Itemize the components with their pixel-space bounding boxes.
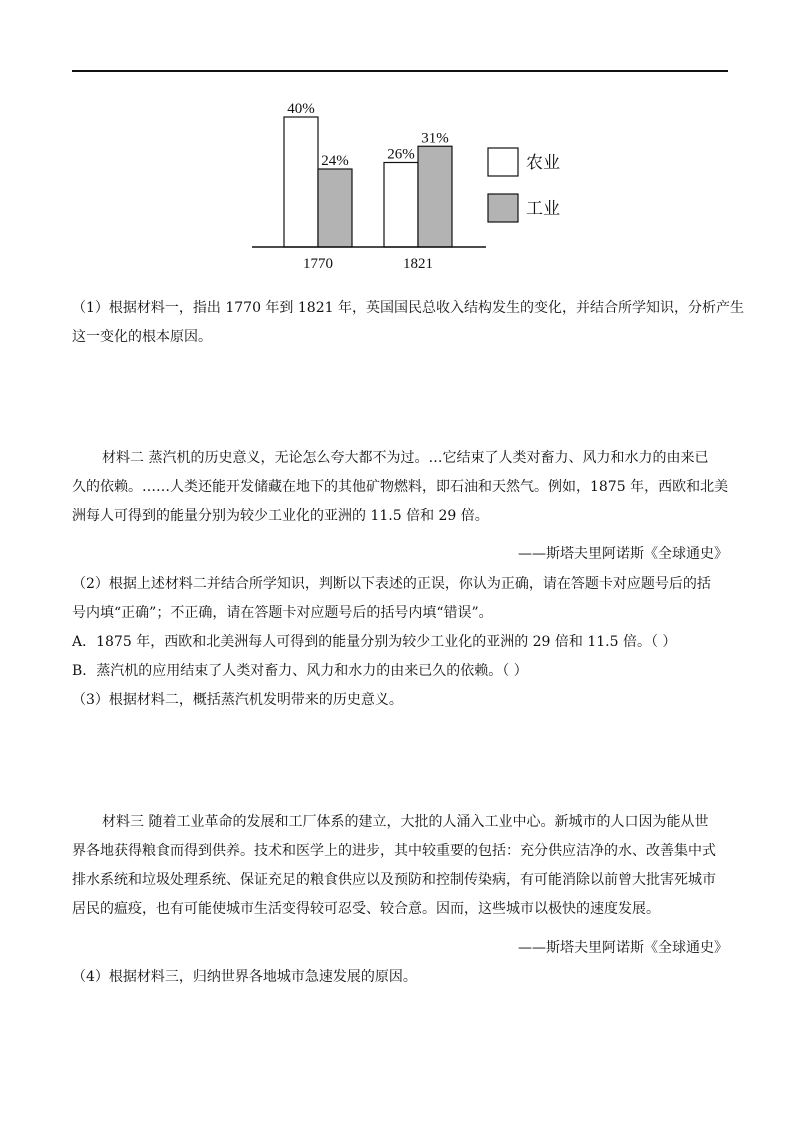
question-1 — [72, 294, 744, 352]
top-rule — [72, 70, 728, 72]
material2-line-3: 洲每人可得到的能量分别为较少工业化的亚洲的 11.5 倍和 29 倍。 — [72, 508, 489, 524]
q1-line-2: 这一变化的根本原因。 — [72, 329, 212, 345]
material3-line-3: 排水系统和垃圾处理系统、保证充足的粮食供应以及预防和控制传染病，有可能消除以前曾大批害死城市 — [72, 872, 716, 888]
q1-line-1: （1）根据材料一，指出 1770 年到 1821 年，英国国民总收入结构发生的变化，并结合所学知识，分析产生 — [72, 300, 744, 316]
q2-line-1: （2）根据上述材料二并结合所学知识，判断以下表述的正误，你认为正确，请在答题卡对应题号后的括 — [72, 576, 711, 592]
legend-label-1: 工业 — [526, 199, 560, 218]
legend-swatch-0 — [488, 148, 518, 176]
question-4: （4）根据材料三，归纳世界各地城市急速发展的原因。 — [72, 969, 417, 985]
x-tick-label-1770: 1770 — [303, 256, 333, 272]
bar-1821-series-1 — [418, 146, 452, 247]
question-2 — [72, 570, 732, 715]
q2-line-2: 号内填“正确”；不正确，请在答题卡对应题号后的括号内填“错误”。 — [72, 605, 493, 621]
material2-line-2: 久的依赖。……人类还能开发储藏在地下的其他矿物燃料，即石油和天然气。例如，1875 年，西欧和北美 — [72, 479, 729, 495]
x-tick-label-1821: 1821 — [403, 256, 433, 272]
q2-option-b: B．蒸汽机的应用结束了人类对畜力、风力和水力的由来已久的依赖。（ ） — [72, 663, 528, 679]
bar-1770-series-1 — [318, 169, 352, 247]
data-label-1821-series-1: 31% — [421, 130, 449, 147]
bar-1770-series-0 — [284, 117, 318, 247]
question-3: （3）根据材料二，概括蒸汽机发明带来的历史意义。 — [72, 692, 403, 708]
data-label-1821-series-0: 26% — [387, 146, 415, 163]
material3-source: ——斯塔夫里阿诺斯《全球通史》 — [518, 940, 728, 956]
material2-source: ——斯塔夫里阿诺斯《全球通史》 — [518, 546, 728, 562]
material-2 — [72, 444, 732, 531]
material3-line-2: 界各地获得粮食而得到供养。技术和医学上的进步，其中较重要的包括：充分供应洁净的水、改善集中式 — [72, 843, 716, 859]
material3-line-4: 居民的瘟疫，也有可能使城市生活变得较可忍受、较合意。因而，这些城市以极快的速度发展。 — [72, 901, 660, 917]
income-structure-bar-chart — [250, 92, 570, 274]
data-label-1770-series-0: 40% — [287, 101, 315, 117]
data-label-1770-series-1: 24% — [321, 153, 349, 169]
legend-label-0: 农业 — [526, 153, 560, 172]
material2-line-1: 材料二 蒸汽机的历史意义，无论怎么夸大都不为过。…它结束了人类对畜力、风力和水力的由来已 — [102, 450, 709, 466]
q2-option-a: A．1875 年，西欧和北美洲每人可得到的能量分别为较少工业化的亚洲的 29 倍和 11.5 倍。（ ） — [72, 634, 677, 650]
legend-swatch-1 — [488, 194, 518, 222]
material-3 — [72, 808, 732, 924]
bar-1821-series-0 — [384, 163, 418, 248]
material3-line-1: 材料三 随着工业革命的发展和工厂体系的建立，大批的人涌入工业中心。新城市的人口因为能从世 — [102, 814, 709, 830]
